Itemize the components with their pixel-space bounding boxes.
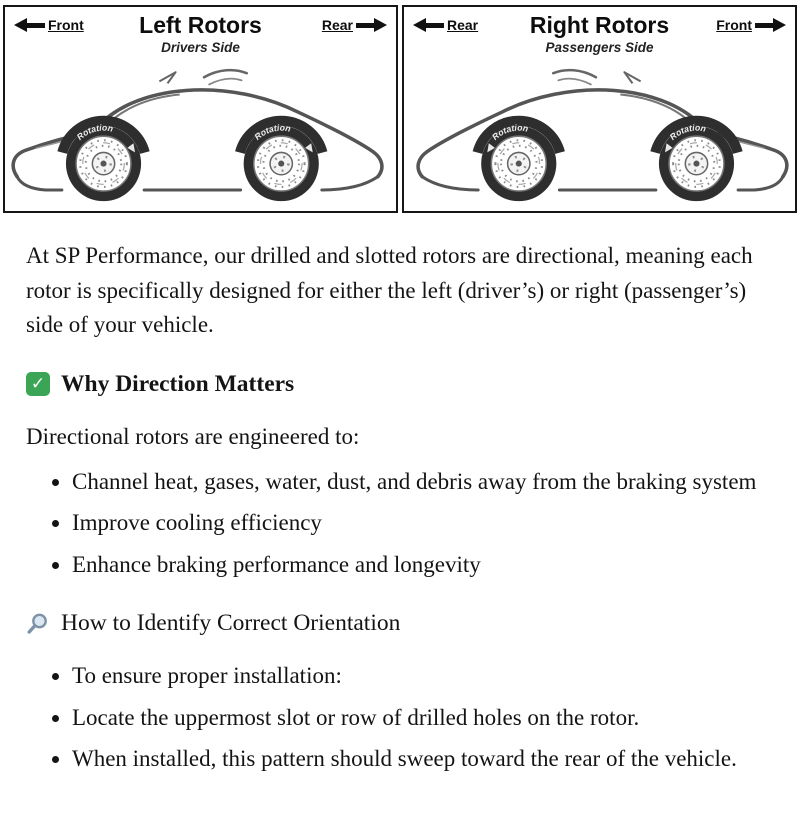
panel-left-rotors	[3, 5, 398, 213]
svg-text:Rotation: Rotation	[489, 122, 530, 142]
list-item: • Channel heat, gases, water, dust, and debris away from the braking system	[72, 465, 760, 500]
why-direction-bullet-list	[26, 465, 760, 583]
direction-label: Front	[716, 17, 752, 33]
list-item: • To ensure proper installation:	[72, 659, 760, 694]
car-illustration-right	[404, 59, 795, 211]
panel-right-rotors	[402, 5, 797, 213]
arrow-bar	[356, 23, 374, 28]
car-body-mirrored	[418, 70, 787, 201]
intro-paragraph: At SP Performance, our drilled and slotted rotors are directional, meaning each rotor is specifically designed for either the left (driver’s) or right (passenger’s) side of your vehicle.	[26, 243, 753, 338]
car-body	[13, 70, 382, 201]
panel-title: Left Rotors	[139, 12, 262, 38]
panel-title: Right Rotors	[529, 12, 670, 38]
identify-orientation-bullet-list	[26, 659, 760, 777]
list-item: • Improve cooling efficiency	[72, 506, 760, 541]
arrow-right-icon	[773, 18, 786, 32]
arrow-bar	[426, 23, 444, 28]
list-item: • When installed, this pattern should sweep toward the rear of the vehicle.	[72, 742, 760, 777]
front-direction-indicator	[713, 17, 786, 33]
panel-subtitle: Passengers Side	[545, 40, 654, 55]
arrow-bar	[755, 23, 773, 28]
panel-left-header	[5, 7, 396, 59]
arrow-bar	[27, 23, 45, 28]
why-direction-lead: Directional rotors are engineered to:	[26, 424, 360, 450]
svg-text:Rotation: Rotation	[74, 122, 114, 142]
heading-why-direction-matters	[26, 367, 760, 402]
panel-subtitle: Drivers Side	[161, 40, 240, 55]
heading-identify-orientation	[26, 606, 760, 641]
rotor-direction-diagram	[0, 0, 800, 215]
direction-label: Rear	[447, 17, 479, 33]
direction-label: Rear	[321, 17, 353, 33]
rear-direction-indicator	[413, 17, 481, 33]
svg-text:Rotation: Rotation	[667, 122, 707, 142]
arrow-left-icon	[413, 18, 426, 32]
magnifier-icon	[26, 612, 50, 636]
list-item: • Locate the uppermost slot or row of drilled holes on the rotor.	[72, 701, 760, 736]
direction-label: Front	[48, 17, 84, 33]
rear-direction-indicator	[319, 17, 387, 33]
check-icon: ✓	[26, 372, 50, 396]
article-body	[0, 215, 800, 817]
arrow-right-icon	[374, 18, 387, 32]
car-illustration-left	[5, 59, 396, 211]
front-direction-indicator	[14, 17, 87, 33]
arrow-left-icon	[14, 18, 27, 32]
heading-text: How to Identify Correct Orientation	[61, 610, 401, 637]
heading-text: Why Direction Matters	[61, 370, 295, 397]
panel-right-header	[404, 7, 795, 59]
svg-text:Rotation: Rotation	[252, 122, 292, 142]
list-item: • Enhance braking performance and longevity	[72, 548, 760, 583]
